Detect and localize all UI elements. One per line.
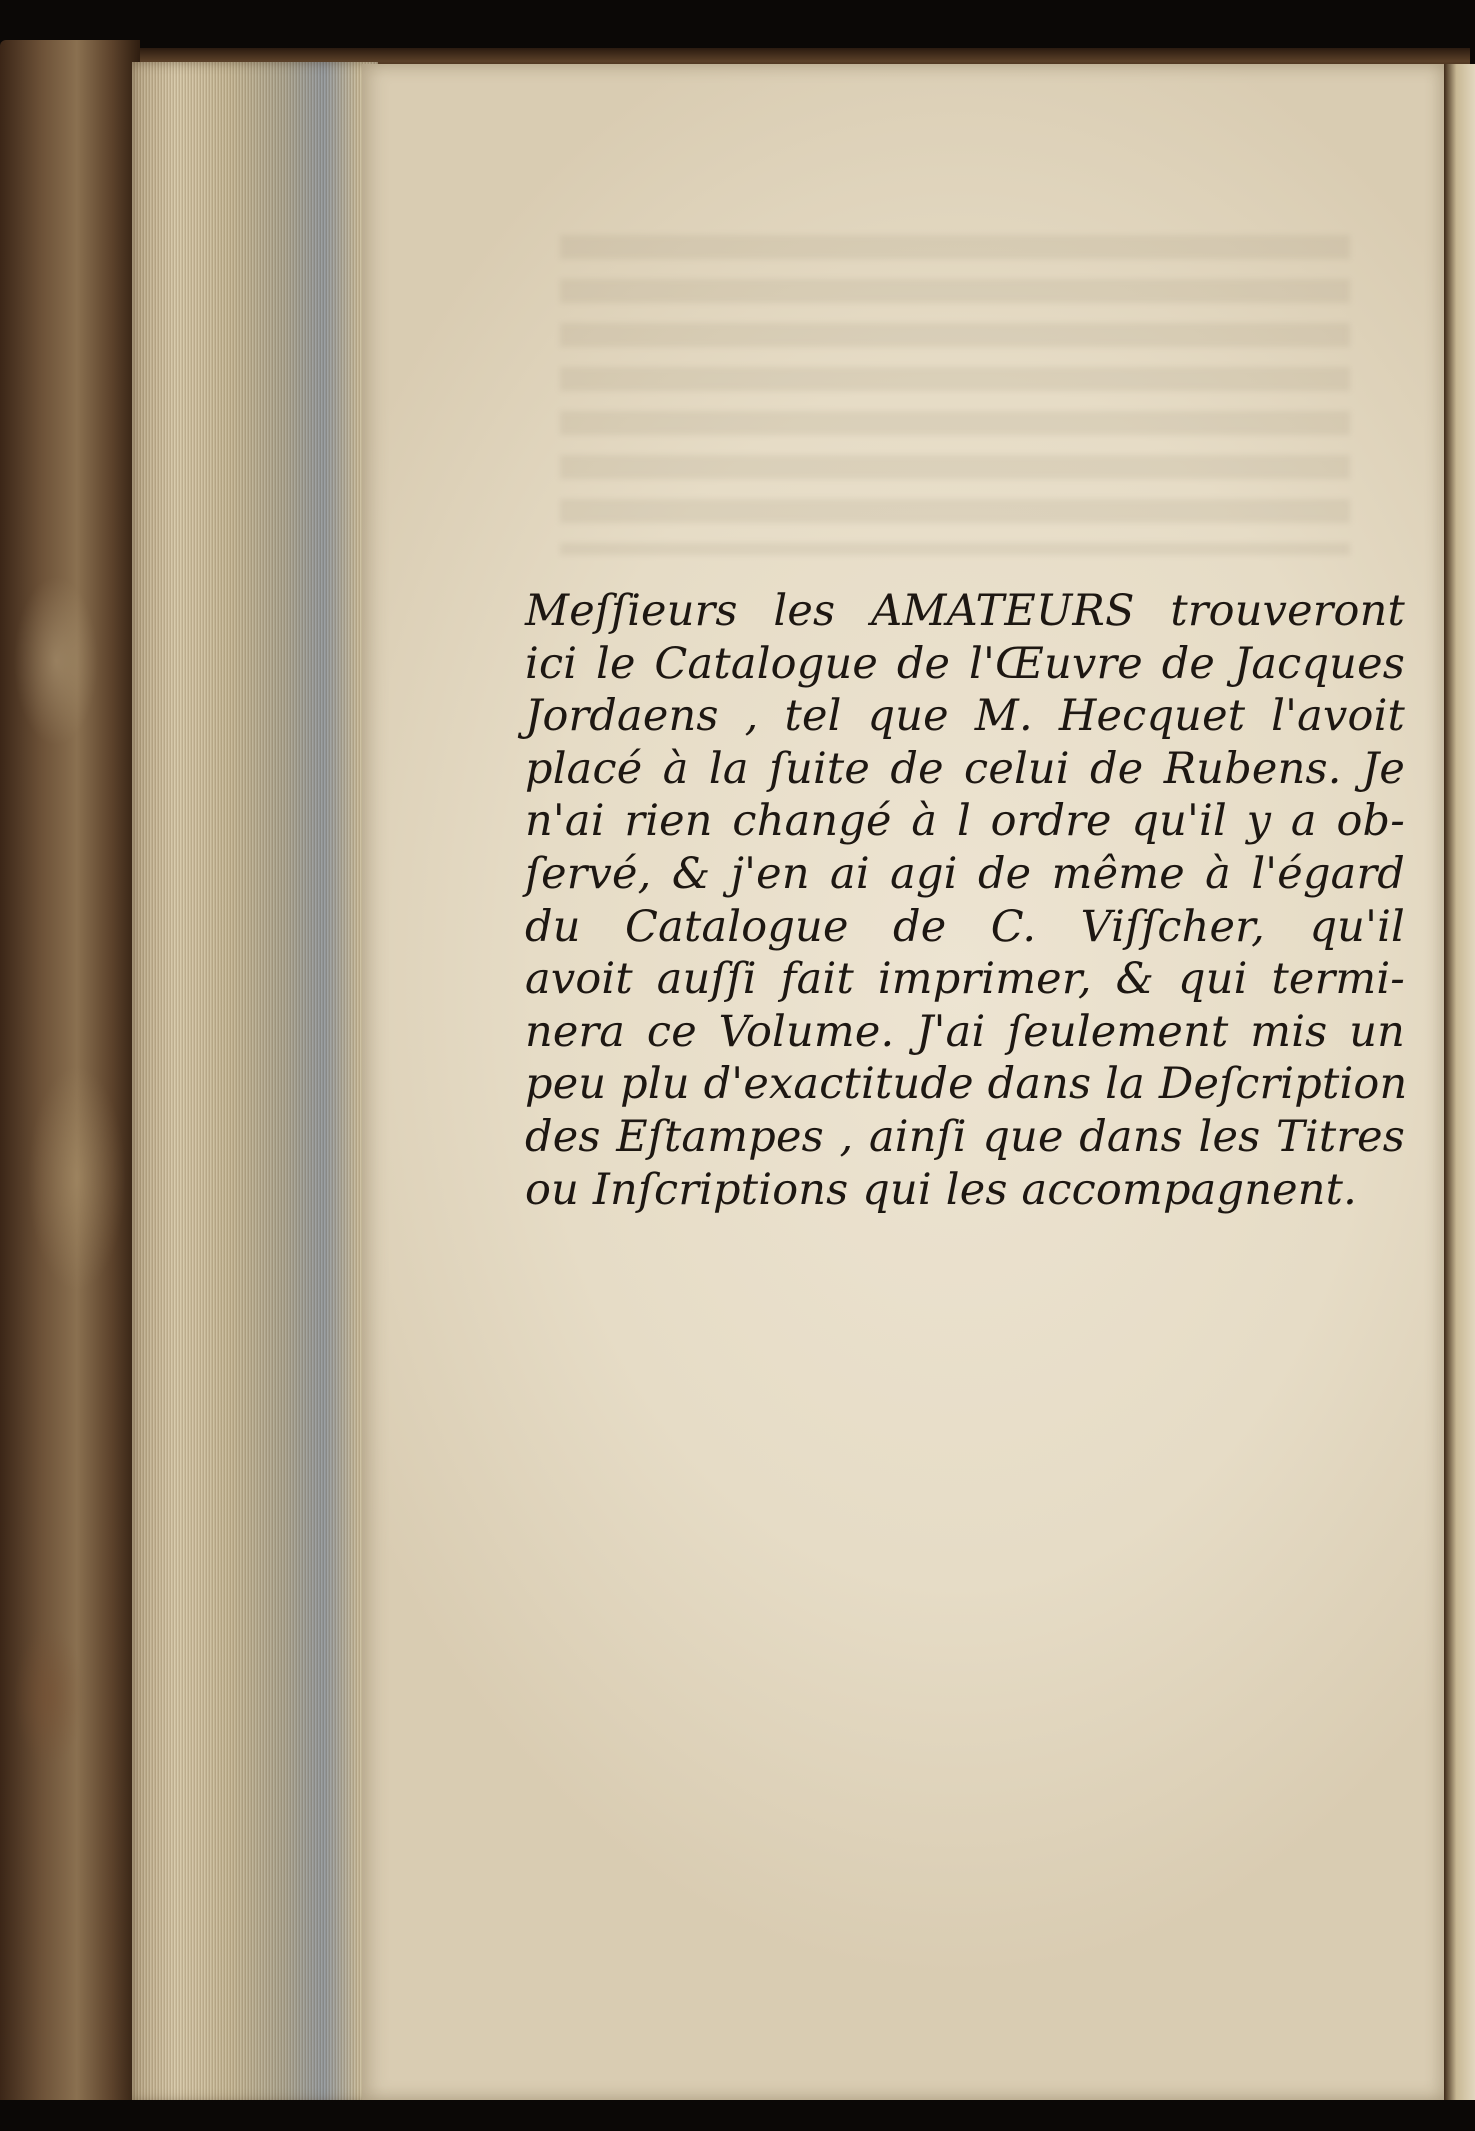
paragraph-line: Jordaens , tel que M. Hecquet l'avoit bbox=[525, 691, 1405, 742]
paragraph-line: ou Inſcriptions qui les accompagnent. bbox=[525, 1164, 1358, 1215]
paragraph-line: Meſſieurs les AMATEURS trouveront bbox=[525, 586, 1405, 636]
reverse-side-show-through bbox=[560, 235, 1350, 555]
paragraph-line: des Eſtampes , ainſi que dans les Titres bbox=[525, 1111, 1405, 1162]
facing-page-sliver bbox=[1444, 64, 1475, 2100]
paragraph-line: placé à la ſuite de celui de Rubens. Je bbox=[525, 743, 1405, 794]
paragraph-line: avoit auſſi fait imprimer, & qui termi- bbox=[525, 954, 1405, 1005]
paragraph-line: ici le Catalogue de l'Œuvre de Jacques bbox=[525, 638, 1405, 689]
bottom-background bbox=[0, 2100, 1475, 2131]
leather-binding bbox=[0, 40, 140, 2110]
paragraph-line: nera ce Volume. J'ai ſeulement mis un bbox=[525, 1006, 1405, 1057]
paragraph-line: du Catalogue de C. Viſſcher, qu'il bbox=[525, 901, 1405, 952]
paragraph-line: peu plu d'exactitude dans la Deſcription bbox=[525, 1059, 1408, 1110]
paragraph-line: ſervé, & j'en ai agi de même à l'égard bbox=[525, 848, 1405, 899]
notice-paragraph bbox=[525, 585, 1408, 1216]
stacked-page-edges bbox=[132, 62, 378, 2102]
paragraph-line: n'ai rien changé à l ordre qu'il y a ob- bbox=[525, 796, 1405, 847]
